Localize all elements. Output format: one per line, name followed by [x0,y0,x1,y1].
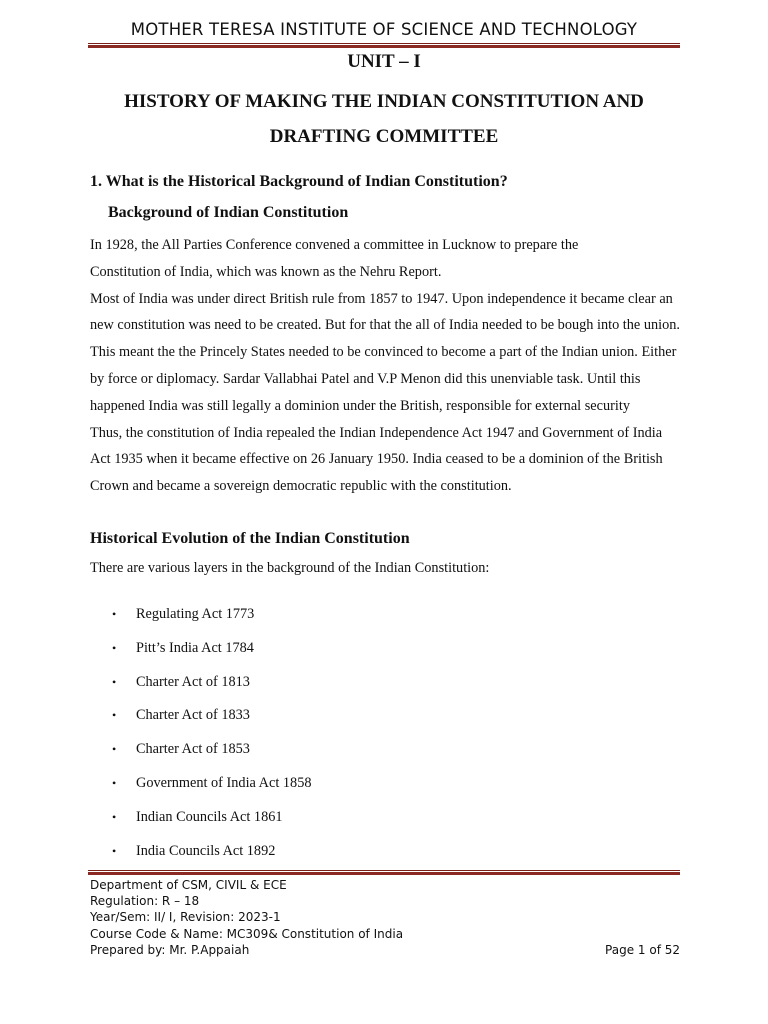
bullet-icon: • [112,742,117,757]
acts-list [112,601,312,871]
section-heading-evolution: Historical Evolution of the Indian Constitution [90,530,410,547]
list-item: • Indian Councils Act 1861 [112,804,312,838]
list-item: • Regulating Act 1773 [112,601,312,635]
title-line-2: DRAFTING COMMITTEE [269,126,499,147]
section-heading-background: Background of Indian Constitution [108,204,349,221]
footer-rule [88,870,680,875]
bullet-icon: • [112,708,117,723]
header-rule [88,43,680,48]
list-intro: There are various layers in the background of the Indian Constitution: [90,560,490,576]
paragraph-3: Thus, the constitution of India repealed the Indian Independence Act 1947 and Government of India Act 1935 when it became effective on 26 January 1950. India ceased to be a dominion of the British Crown and became a sovereign democratic republic with the constitution. [90,424,663,495]
page-number: Page 1 of 52 [605,942,680,957]
bullet-icon: • [112,843,117,858]
footer-department: Department of CSM, CIVIL & ECE [90,878,287,892]
unit-heading: UNIT – I [347,51,421,72]
bullet-icon: • [112,809,117,824]
list-item: • Charter Act of 1813 [112,669,312,703]
bullet-icon: • [112,775,117,790]
footer-last-row [90,942,680,958]
footer-prepared-by: Prepared by: Mr. P.Appaiah [90,942,250,957]
list-item: • Pitt’s India Act 1784 [112,635,312,669]
paragraph-1-line-1: In 1928, the All Parties Conference convened a committee in Lucknow to prepare the [90,237,579,253]
title-line-1: HISTORY OF MAKING THE INDIAN CONSTITUTION AND [124,91,644,112]
body-text [90,232,682,500]
question-heading: 1. What is the Historical Background of Indian Constitution? [90,173,508,190]
footer-year-sem: Year/Sem: II/ I, Revision: 2023-1 [90,910,281,925]
page-footer [90,877,680,958]
institute-header: MOTHER TERESA INSTITUTE OF SCIENCE AND TECHNOLOGY [130,20,638,39]
page-title [80,84,688,154]
paragraph-1-line-2: Constitution of India, which was known as the Nehru Report. [90,263,442,280]
paragraph-2: Most of India was under direct British rule from 1857 to 1947. Upon independence it became clear an new constitution was need to be created. But for that the all of India needed to be bough into the union. This meant the the Princely States needed to be convinced to become a part of the Indian union. Either by force or diplomacy. Sardar Vallabhai Patel and V.P Menon did this unenviable task. Until this happened India was still legally a dominion under the British, responsible for external security [90,290,680,414]
footer-regulation: Regulation: R – 18 [90,894,200,909]
bullet-icon: • [112,607,117,621]
footer-course: Course Code & Name: MC309& Constitution of India [90,926,404,941]
list-item: • Government of India Act 1858 [112,770,312,804]
bullet-icon: • [112,640,117,655]
list-item: • Charter Act of 1833 [112,702,312,736]
list-item: • India Councils Act 1892 [112,838,312,872]
bullet-icon: • [112,674,117,689]
list-item: • Charter Act of 1853 [112,736,312,770]
